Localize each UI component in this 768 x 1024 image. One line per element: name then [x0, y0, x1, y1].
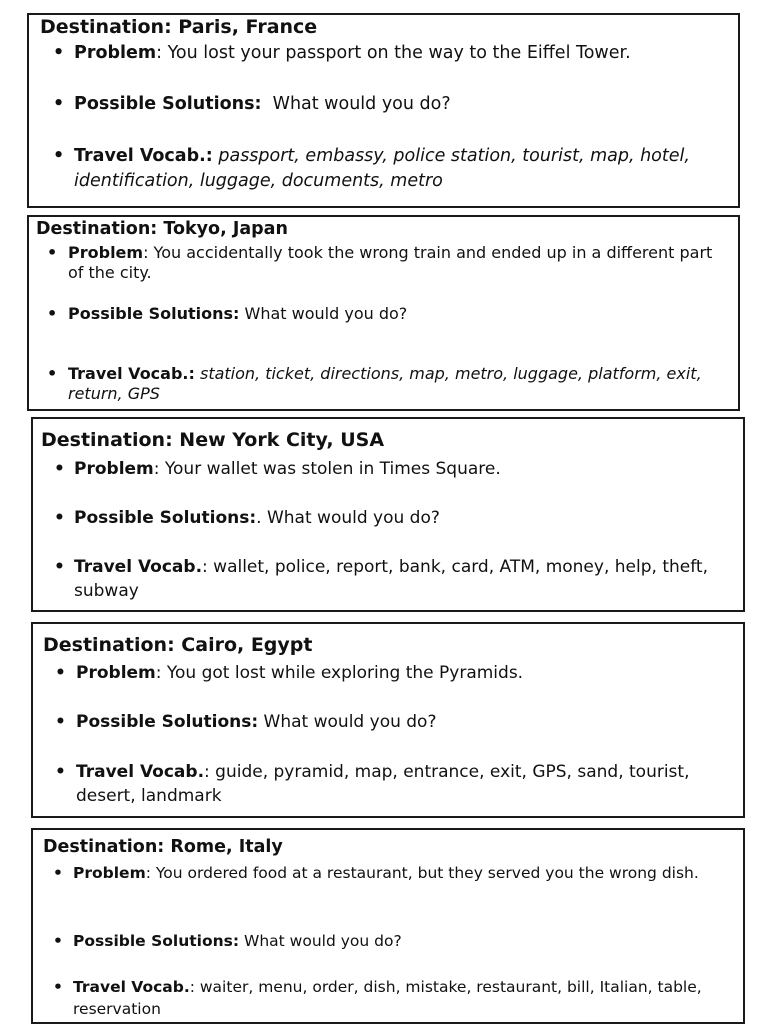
problem-label: Problem: [73, 864, 146, 882]
vocab-label: Travel Vocab.:: [68, 364, 195, 383]
problem-value: : You got lost while exploring the Pyramids.: [155, 663, 524, 683]
bullet-icon: •: [55, 712, 66, 732]
solutions-text: [53, 92, 724, 117]
vocab-text: [53, 976, 729, 1020]
problem-item: [47, 243, 724, 283]
bullet-icon: •: [53, 864, 63, 882]
problem-label: Problem: [68, 243, 144, 262]
solutions-item: [55, 710, 729, 734]
problem-value: : Your wallet was stolen in Times Square.: [153, 459, 501, 479]
card-title: Destination: Paris, France: [40, 16, 318, 38]
problem-label: Problem: [74, 43, 157, 63]
problem-item: [54, 457, 729, 481]
solutions-text: [47, 304, 724, 324]
bullet-icon: •: [53, 146, 65, 166]
solutions-label: Possible Solutions:: [74, 94, 262, 114]
solutions-value: What would you do?: [239, 932, 402, 950]
vocab-value: : wallet, police, report, bank, card, ATM, money, help, theft, subway: [74, 557, 708, 601]
solutions-label: Possible Solutions:: [74, 508, 257, 528]
bullet-icon: •: [54, 557, 65, 577]
card-title: Destination: Rome, Italy: [43, 837, 283, 857]
solutions-label: Possible Solutions:: [73, 932, 240, 950]
solutions-label: Possible Solutions:: [76, 712, 259, 732]
bullet-icon: •: [53, 978, 63, 996]
bullet-icon: •: [47, 304, 58, 323]
destination-card-tokyo: [27, 215, 740, 411]
bullet-icon: •: [53, 932, 63, 950]
problem-value: : You ordered food at a restaurant, but they served you the wrong dish.: [145, 864, 699, 882]
destination-card-new-york: [31, 417, 745, 612]
problem-item: [55, 661, 729, 685]
card-title: Destination: Tokyo, Japan: [36, 219, 288, 239]
vocab-value: station, ticket, directions, map, metro, luggage, platform, exit, return, GPS: [68, 364, 702, 403]
vocab-label: Travel Vocab.:: [74, 146, 213, 166]
problem-text: [54, 457, 729, 481]
problem-item: [53, 862, 729, 884]
problem-text: [53, 862, 729, 884]
vocab-value: : waiter, menu, order, dish, mistake, restaurant, bill, Italian, table, reservation: [73, 978, 702, 1018]
bullet-icon: •: [53, 94, 65, 114]
vocab-label: Travel Vocab.: [73, 978, 190, 996]
solutions-item: [53, 930, 729, 952]
vocab-value: : guide, pyramid, map, entrance, exit, GPS, sand, tourist, desert, landmark: [76, 762, 690, 806]
vocab-text: [47, 364, 724, 404]
problem-value: : You lost your passport on the way to the Eiffel Tower.: [156, 43, 631, 63]
solutions-item: [53, 92, 724, 117]
solutions-value: What would you do?: [239, 304, 408, 323]
destination-card-paris: [27, 13, 740, 208]
vocab-item: [53, 976, 729, 1020]
vocab-item: [55, 760, 729, 808]
problem-value: : You accidentally took the wrong train and ended up in a different part of the city.: [68, 243, 713, 282]
solutions-value: . What would you do?: [256, 508, 440, 528]
card-title: Destination: New York City, USA: [41, 429, 385, 451]
bullet-icon: •: [55, 762, 66, 782]
solutions-value: What would you do?: [261, 94, 451, 114]
destination-card-cairo: [31, 622, 745, 818]
solutions-value: What would you do?: [258, 712, 437, 732]
bullet-icon: •: [53, 43, 65, 63]
vocab-text: [54, 555, 729, 603]
vocab-item: [47, 364, 724, 404]
vocab-text: [55, 760, 729, 808]
solutions-text: [55, 710, 729, 734]
vocab-item: [54, 555, 729, 603]
bullet-icon: •: [47, 364, 58, 383]
bullet-icon: •: [54, 459, 65, 479]
problem-text: [47, 243, 724, 283]
solutions-item: [54, 506, 729, 530]
solutions-label: Possible Solutions:: [68, 304, 240, 323]
problem-text: [55, 661, 729, 685]
vocab-label: Travel Vocab.: [74, 557, 203, 577]
problem-label: Problem: [74, 459, 154, 479]
destination-card-rome: [31, 828, 745, 1024]
solutions-text: [54, 506, 729, 530]
problem-text: [53, 41, 724, 66]
bullet-icon: •: [54, 508, 65, 528]
vocab-text: [53, 144, 724, 194]
vocab-value: passport, embassy, police station, tourist, map, hotel, identification, luggage, documents, metro: [74, 146, 690, 191]
problem-label: Problem: [76, 663, 156, 683]
solutions-text: [53, 930, 729, 952]
problem-item: [53, 41, 724, 66]
solutions-item: [47, 304, 724, 324]
vocab-item: [53, 144, 724, 194]
bullet-icon: •: [47, 243, 58, 262]
card-title: Destination: Cairo, Egypt: [43, 634, 313, 656]
vocab-label: Travel Vocab.: [76, 762, 205, 782]
bullet-icon: •: [55, 663, 66, 683]
